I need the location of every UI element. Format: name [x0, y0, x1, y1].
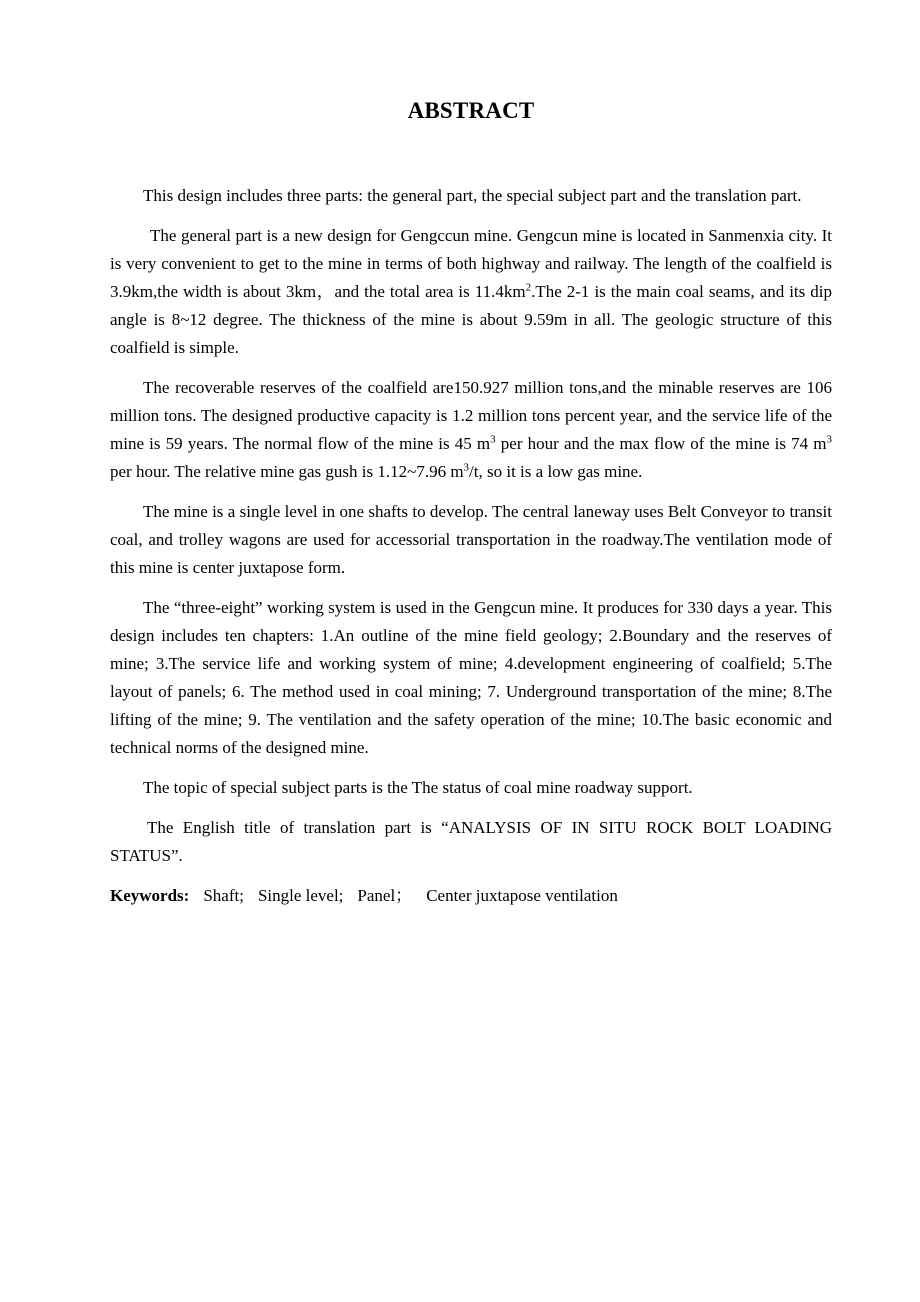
- paragraph-working-system: The “three-eight” working system is used in the Gengcun mine. It produces for 330 days a year. This design includes ten chapters: 1.An outline of the mine field geology; 2.Boundary and the reserves of mine; 3.The service life and working system of mine; 4.development engineering of coalfield; 5.The layout of panels; 6. The method used in coal mining; 7. Underground transportation of the mine; 8.The lifting of the mine; 9. The ventilation and the safety operation of the mine; 10.The basic economic and technical norms of the designed mine.: [110, 598, 832, 757]
- abstract-title: ABSTRACT: [407, 98, 535, 123]
- paragraph-reserves: [110, 374, 832, 486]
- paragraph-reserves-text-d: /t, so it is a low gas mine.: [469, 462, 643, 481]
- paragraph-general-part-text-a: The general part is a new design for Gengccun mine. Gengcun mine is located in Sanmenxia city. It is very convenient to get to the mine in terms of both highway and railway. The length of the coalfield is 3.9km,the width is about 3km，and the total area is 11.4km: [110, 226, 832, 301]
- paragraph-reserves-text-a: The recoverable reserves of the coalfield are150.927 million tons,and the minable reserves are 106 million tons. The designed productive capacity is 1.2 million tons percent year, and the service life of the mine is 59 years. The normal flow of the mine is 45 m: [110, 378, 832, 453]
- paragraph-reserves-text-b: per hour and the max flow of the mine is 74 m: [495, 434, 827, 453]
- keyword-item: Center juxtapose ventilation: [426, 886, 618, 905]
- keywords-label: Keywords:: [110, 886, 190, 905]
- paragraph-general-part-text-b: .The 2-1 is the main coal seams, and its dip angle is 8~12 degree. The thickness of the mine is about 9.59m in all. The geologic structure of this coalfield is simple.: [110, 282, 832, 357]
- superscript-area-unit: 2: [525, 281, 532, 294]
- keyword-item: Single level;: [257, 886, 344, 905]
- abstract-body: [110, 182, 832, 910]
- superscript-volume-unit-1: 3: [490, 433, 496, 446]
- superscript-volume-unit-3: 3: [463, 461, 470, 474]
- keywords-line: [110, 882, 832, 910]
- keyword-item: Panel；: [357, 886, 413, 905]
- paragraph-reserves-text-c: per hour. The relative mine gas gush is 1.12~7.96 m: [110, 462, 464, 481]
- paragraph-general-part: [110, 222, 832, 362]
- paragraph-overview: This design includes three parts: the general part, the special subject part and the translation part.: [143, 186, 802, 205]
- superscript-volume-unit-2: 3: [826, 433, 832, 446]
- paragraph-special-subject: The topic of special subject parts is the The status of coal mine roadway support.: [143, 778, 693, 797]
- paragraph-development: The mine is a single level in one shafts to develop. The central laneway uses Belt Conveyor to transit coal, and trolley wagons are used for accessorial transportation in the roadway.The ventilation mode of this mine is center juxtapose form.: [110, 502, 832, 577]
- paragraph-translation-part: The English title of translation part is “ANALYSIS OF IN SITU ROCK BOLT LOADING STATUS”.: [110, 818, 832, 865]
- keyword-item: Shaft;: [203, 886, 244, 905]
